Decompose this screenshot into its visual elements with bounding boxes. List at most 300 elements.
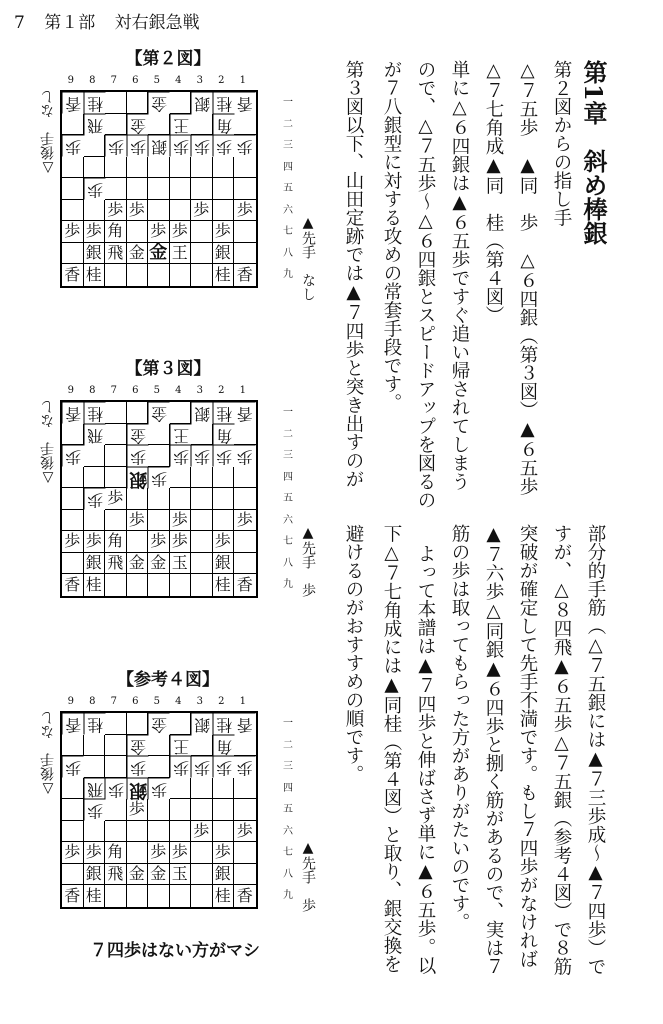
board-square: [148, 821, 170, 843]
rank-number: 六: [283, 825, 293, 837]
file-number: 3: [196, 385, 203, 396]
shogi-piece: 玉: [170, 553, 192, 575]
board-square: [191, 243, 213, 265]
rank-number: 九: [283, 269, 293, 280]
shogi-piece: 角: [105, 531, 127, 553]
file-number: 8: [89, 385, 96, 396]
rank-number: 八: [283, 868, 293, 880]
shogi-piece: 歩: [127, 200, 149, 222]
board-square: [105, 178, 127, 200]
shogi-piece: 歩: [148, 467, 170, 489]
rank-number: 一: [283, 97, 293, 108]
file-numbers: [60, 75, 254, 86]
shogi-piece: 銀: [213, 553, 235, 575]
board-square: [62, 510, 84, 532]
board-square: [62, 467, 84, 489]
shogi-piece: 玉: [170, 864, 192, 886]
sente-hand: ▲先手 歩: [300, 525, 316, 597]
shogi-piece: 歩: [213, 756, 235, 778]
board-square: [105, 821, 127, 843]
shogi-piece: 香: [234, 402, 256, 424]
board-square: [84, 821, 106, 843]
board-square: [105, 799, 127, 821]
rank-number: 二: [283, 739, 293, 751]
text-column: 単に△６四銀は▲６五歩ですぐ追い帰されてしまう: [449, 60, 470, 491]
board-square: [148, 445, 170, 467]
shogi-piece: 歩: [84, 178, 106, 200]
board-square: [170, 467, 192, 489]
board-square: [170, 713, 192, 735]
shogi-piece: 王: [170, 243, 192, 265]
rank-numbers: [283, 92, 293, 286]
shogi-piece: 銀: [84, 864, 106, 886]
board-square: [105, 157, 127, 179]
board-square: [191, 842, 213, 864]
board-square: [234, 467, 256, 489]
rank-number: 七: [283, 847, 293, 858]
shogi-piece: 銀: [213, 243, 235, 265]
board-square: [170, 200, 192, 222]
board-square: [148, 574, 170, 596]
board-square: [191, 221, 213, 243]
shogi-piece: 香: [236, 885, 253, 905]
shogi-piece: 歩: [234, 135, 256, 157]
board-square: [127, 821, 149, 843]
board-square: [62, 114, 84, 136]
board-square: [84, 510, 106, 532]
file-number: 1: [239, 75, 246, 86]
shogi-piece: 歩: [127, 799, 149, 821]
text-column: 第２図からの指し手: [551, 60, 572, 227]
board-square: [127, 402, 149, 424]
shogi-piece: 銀: [84, 553, 106, 575]
board-square: [127, 531, 149, 553]
file-number: 7: [110, 385, 117, 396]
shogi-board: [60, 90, 258, 288]
board-square: [148, 885, 170, 907]
board-square: [84, 200, 106, 222]
board-square: [105, 445, 127, 467]
board-square: [234, 553, 256, 575]
shogi-piece: 歩: [191, 135, 213, 157]
board-square: [234, 243, 256, 265]
shogi-piece: 飛: [84, 114, 106, 136]
shogi-piece: 金: [148, 864, 170, 886]
rank-number: 六: [283, 204, 293, 216]
shogi-piece: 歩: [234, 510, 256, 532]
shogi-piece: 歩: [62, 221, 84, 243]
file-number: 4: [175, 75, 182, 86]
board-square: [148, 799, 170, 821]
shogi-piece: 歩: [62, 135, 84, 157]
file-number: 5: [153, 696, 160, 707]
board-square: [170, 821, 192, 843]
shogi-piece: 桂: [84, 402, 106, 424]
shogi-piece: 金: [127, 864, 149, 886]
rank-number: 八: [283, 247, 293, 259]
file-number: 7: [110, 75, 117, 86]
shogi-piece: 歩: [127, 135, 149, 157]
shogi-piece: 飛: [105, 553, 127, 575]
board-square: [170, 488, 192, 510]
shogi-piece: 歩: [170, 135, 192, 157]
shogi-piece: 金: [148, 92, 170, 114]
board-square: [170, 402, 192, 424]
board-square: [148, 735, 170, 757]
rank-number: 四: [283, 782, 293, 794]
board-square: [62, 157, 84, 179]
board-square: [62, 178, 84, 200]
board-square: [105, 402, 127, 424]
shogi-piece: 歩: [191, 200, 213, 222]
shogi-piece: 歩: [213, 842, 235, 864]
board-square: [62, 864, 84, 886]
board-square: [62, 799, 84, 821]
board-square: [127, 885, 149, 907]
board-square: [234, 842, 256, 864]
board-square: [191, 424, 213, 446]
section-label: 対右銀急戦: [114, 13, 200, 33]
file-number: 6: [132, 696, 139, 707]
board-square: [105, 735, 127, 757]
shogi-piece: 歩: [105, 200, 127, 222]
board-square: [105, 424, 127, 446]
shogi-piece: 香: [236, 574, 253, 594]
board-square: [84, 756, 106, 778]
text-column: が７八銀型に対する攻めの常套手段です。: [381, 60, 402, 412]
board-square: [105, 92, 127, 114]
board-square: [191, 178, 213, 200]
text-column: よって本譜は▲７四歩と伸ばさず単に▲６五歩。以: [415, 544, 436, 975]
board-square: [105, 510, 127, 532]
shogi-piece: 歩: [170, 531, 192, 553]
board-square: [148, 488, 170, 510]
rank-number: 一: [283, 407, 293, 418]
text-column: 突破が確定して先手不満です。もし７四歩がなければ: [517, 524, 538, 968]
rank-number: 三: [283, 140, 293, 151]
shogi-piece: 歩: [213, 531, 235, 553]
shogi-piece: 角: [213, 735, 235, 757]
text-column: 下△７七角成には▲同桂（第４図）と取り、銀交換を: [381, 524, 402, 973]
file-number: 8: [89, 696, 96, 707]
shogi-piece: 金: [127, 424, 149, 446]
gote-hand: △後手 なし: [40, 90, 56, 176]
shogi-piece: 歩: [191, 821, 213, 843]
shogi-piece: 歩: [148, 778, 170, 800]
shogi-piece: 桂: [213, 713, 235, 735]
board-square: [170, 885, 192, 907]
board-square: [127, 157, 149, 179]
shogi-piece: 歩: [170, 842, 192, 864]
board-square: [191, 864, 213, 886]
shogi-piece: 銀: [127, 467, 149, 489]
file-number: 8: [89, 75, 96, 86]
board-square: [62, 200, 84, 222]
shogi-piece: 金: [127, 114, 149, 136]
board-square: [191, 778, 213, 800]
board-square: [127, 178, 149, 200]
text-column: すが、△８四飛▲６五歩△７五銀（参考４図）で８筋: [551, 524, 572, 976]
board-square: [105, 467, 127, 489]
file-number: 1: [239, 696, 246, 707]
text-column: ▲７六歩△同銀▲６四歩と捌く筋があるので、実は７: [483, 524, 504, 976]
board-square: [213, 200, 235, 222]
rank-number: 四: [283, 161, 293, 173]
rank-number: 八: [283, 557, 293, 569]
file-number: 1: [239, 385, 246, 396]
shogi-piece: 銀: [148, 135, 170, 157]
shogi-piece: 歩: [213, 445, 235, 467]
shogi-piece: 歩: [213, 221, 235, 243]
rank-number: 三: [283, 450, 293, 461]
board-square: [84, 157, 106, 179]
shogi-piece: 歩: [105, 778, 127, 800]
board-square: [105, 264, 127, 286]
file-number: 3: [196, 696, 203, 707]
text-column: 筋の歩は取ってもらった方がありがたいのです。: [449, 524, 470, 931]
gote-hand: △後手 なし: [40, 400, 56, 486]
board-square: [170, 799, 192, 821]
board-square: [191, 531, 213, 553]
shogi-piece: 香: [62, 264, 84, 286]
board-square: [105, 885, 127, 907]
shogi-piece: 王: [170, 424, 192, 446]
rank-number: 二: [283, 118, 293, 130]
file-number: 6: [132, 75, 139, 86]
rank-number: 九: [283, 579, 293, 590]
diagram-caption: 【参考４図】: [117, 670, 219, 690]
shogi-piece: 角: [105, 842, 127, 864]
shogi-piece: 銀: [191, 402, 213, 424]
board-square: [191, 574, 213, 596]
shogi-piece: 桂: [84, 885, 106, 907]
board-square: [105, 756, 127, 778]
rank-number: 九: [283, 890, 293, 901]
board-square: [148, 756, 170, 778]
board-square: [84, 467, 106, 489]
text-column: 第３図以下、山田定跡では▲７四歩と突き出すのが: [343, 60, 364, 488]
board-square: [148, 157, 170, 179]
board-square: [127, 488, 149, 510]
shogi-piece: 桂: [84, 713, 106, 735]
shogi-piece: 銀: [191, 92, 213, 114]
board-square: [191, 735, 213, 757]
shogi-piece: 角: [105, 221, 127, 243]
shogi-piece: 歩: [84, 488, 106, 510]
board-square: [234, 424, 256, 446]
board-square: [148, 200, 170, 222]
board-square: [213, 178, 235, 200]
shogi-piece: 歩: [127, 510, 149, 532]
board-square: [213, 157, 235, 179]
shogi-piece: 歩: [148, 531, 170, 553]
board-square: [84, 135, 106, 157]
rank-number: 四: [283, 471, 293, 483]
board-square: [191, 510, 213, 532]
rank-number: 七: [283, 536, 293, 547]
shogi-piece: 歩: [191, 445, 213, 467]
shogi-piece: 歩: [234, 445, 256, 467]
board-square: [191, 488, 213, 510]
shogi-board: [60, 400, 258, 598]
board-square: [62, 488, 84, 510]
board-square: [105, 574, 127, 596]
shogi-piece: 金: [127, 553, 149, 575]
board-square: [127, 574, 149, 596]
shogi-piece: 歩: [84, 221, 106, 243]
shogi-piece: 桂: [213, 92, 235, 114]
board-square: [191, 157, 213, 179]
board-square: [170, 157, 192, 179]
board-square: [234, 178, 256, 200]
sente-hand: ▲先手 歩: [300, 840, 316, 912]
board-square: [62, 778, 84, 800]
shogi-piece: 銀: [127, 778, 149, 800]
shogi-piece: 角: [213, 114, 235, 136]
diagram-note: ７四歩はない方がマシ: [90, 941, 260, 961]
board-square: [127, 221, 149, 243]
board-square: [62, 424, 84, 446]
file-numbers: [60, 696, 254, 707]
shogi-piece: 歩: [234, 200, 256, 222]
shogi-piece: 歩: [105, 135, 127, 157]
shogi-piece: 銀: [84, 243, 106, 265]
board-square: [234, 799, 256, 821]
shogi-piece: 金: [148, 402, 170, 424]
shogi-piece: 王: [170, 114, 192, 136]
rank-number: 六: [283, 514, 293, 526]
board-square: [170, 778, 192, 800]
board-square: [170, 178, 192, 200]
file-number: 3: [196, 75, 203, 86]
board-square: [148, 114, 170, 136]
shogi-piece: 桂: [213, 402, 235, 424]
board-square: [191, 885, 213, 907]
shogi-piece: 歩: [234, 821, 256, 843]
diagram-caption: 【第３図】: [125, 359, 211, 379]
shogi-piece: 香: [62, 574, 84, 596]
board-square: [234, 114, 256, 136]
shogi-piece: 歩: [127, 445, 149, 467]
gote-hand: △後手 なし: [40, 711, 56, 797]
shogi-piece: 歩: [62, 445, 84, 467]
shogi-piece: 金: [127, 243, 149, 265]
shogi-piece: 桂: [213, 885, 235, 907]
shogi-piece: 香: [236, 264, 253, 284]
rank-number: 三: [283, 761, 293, 772]
board-square: [105, 114, 127, 136]
shogi-piece: 桂: [213, 264, 235, 286]
file-number: 5: [153, 75, 160, 86]
shogi-piece: 歩: [170, 756, 192, 778]
rank-number: 二: [283, 428, 293, 440]
shogi-piece: 香: [62, 92, 84, 114]
text-column: 部分的手筋（△７五銀には▲７三歩成〜▲７四歩）で: [585, 524, 606, 976]
shogi-piece: 角: [213, 424, 235, 446]
rank-number: 五: [283, 804, 293, 815]
board-square: [234, 864, 256, 886]
shogi-piece: 銀: [191, 713, 213, 735]
shogi-piece: 香: [62, 885, 84, 907]
shogi-piece: 金: [148, 243, 170, 265]
shogi-piece: 歩: [191, 756, 213, 778]
shogi-piece: 飛: [105, 864, 127, 886]
board-square: [170, 264, 192, 286]
board-square: [62, 553, 84, 575]
board-square: [84, 445, 106, 467]
board-square: [191, 799, 213, 821]
shogi-piece: 歩: [62, 531, 84, 553]
rank-number: 一: [283, 718, 293, 729]
file-number: 9: [67, 75, 74, 86]
shogi-piece: 香: [62, 402, 84, 424]
board-square: [234, 488, 256, 510]
shogi-piece: 桂: [84, 264, 106, 286]
chapter-title: 第1章 斜め棒銀: [579, 60, 608, 245]
shogi-piece: 歩: [170, 510, 192, 532]
board-square: [213, 467, 235, 489]
shogi-piece: 桂: [84, 92, 106, 114]
file-number: 2: [218, 385, 225, 396]
board-square: [127, 92, 149, 114]
shogi-piece: 香: [62, 713, 84, 735]
board-square: [170, 92, 192, 114]
file-number: 9: [67, 385, 74, 396]
file-number: 6: [132, 385, 139, 396]
board-square: [234, 735, 256, 757]
board-square: [234, 221, 256, 243]
file-numbers: [60, 385, 254, 396]
page-header: [14, 8, 214, 33]
board-square: [62, 821, 84, 843]
shogi-piece: 銀: [213, 864, 235, 886]
file-number: 2: [218, 75, 225, 86]
file-number: 5: [153, 385, 160, 396]
shogi-piece: 桂: [213, 574, 235, 596]
board-square: [148, 510, 170, 532]
rank-number: 五: [283, 493, 293, 504]
file-number: 2: [218, 696, 225, 707]
part-label: 第１部: [44, 13, 96, 33]
board-square: [127, 842, 149, 864]
board-square: [148, 424, 170, 446]
board-square: [191, 553, 213, 575]
board-square: [234, 531, 256, 553]
shogi-piece: 香: [234, 713, 256, 735]
board-square: [213, 821, 235, 843]
board-square: [213, 510, 235, 532]
file-number: 9: [67, 696, 74, 707]
rank-number: 七: [283, 226, 293, 237]
shogi-piece: 歩: [105, 488, 127, 510]
board-square: [105, 713, 127, 735]
shogi-piece: 香: [234, 92, 256, 114]
shogi-board: [60, 711, 258, 909]
board-square: [84, 735, 106, 757]
diagram-caption: 【第２図】: [125, 49, 211, 69]
board-square: [62, 243, 84, 265]
board-square: [234, 157, 256, 179]
shogi-piece: 歩: [62, 756, 84, 778]
board-square: [213, 799, 235, 821]
shogi-piece: 歩: [170, 445, 192, 467]
board-square: [234, 778, 256, 800]
shogi-piece: 歩: [127, 756, 149, 778]
board-square: [148, 178, 170, 200]
shogi-piece: 歩: [148, 842, 170, 864]
shogi-piece: 飛: [84, 778, 106, 800]
text-column: △７五歩 ▲同 歩 △６四銀（第３図）▲６五歩: [517, 60, 538, 496]
